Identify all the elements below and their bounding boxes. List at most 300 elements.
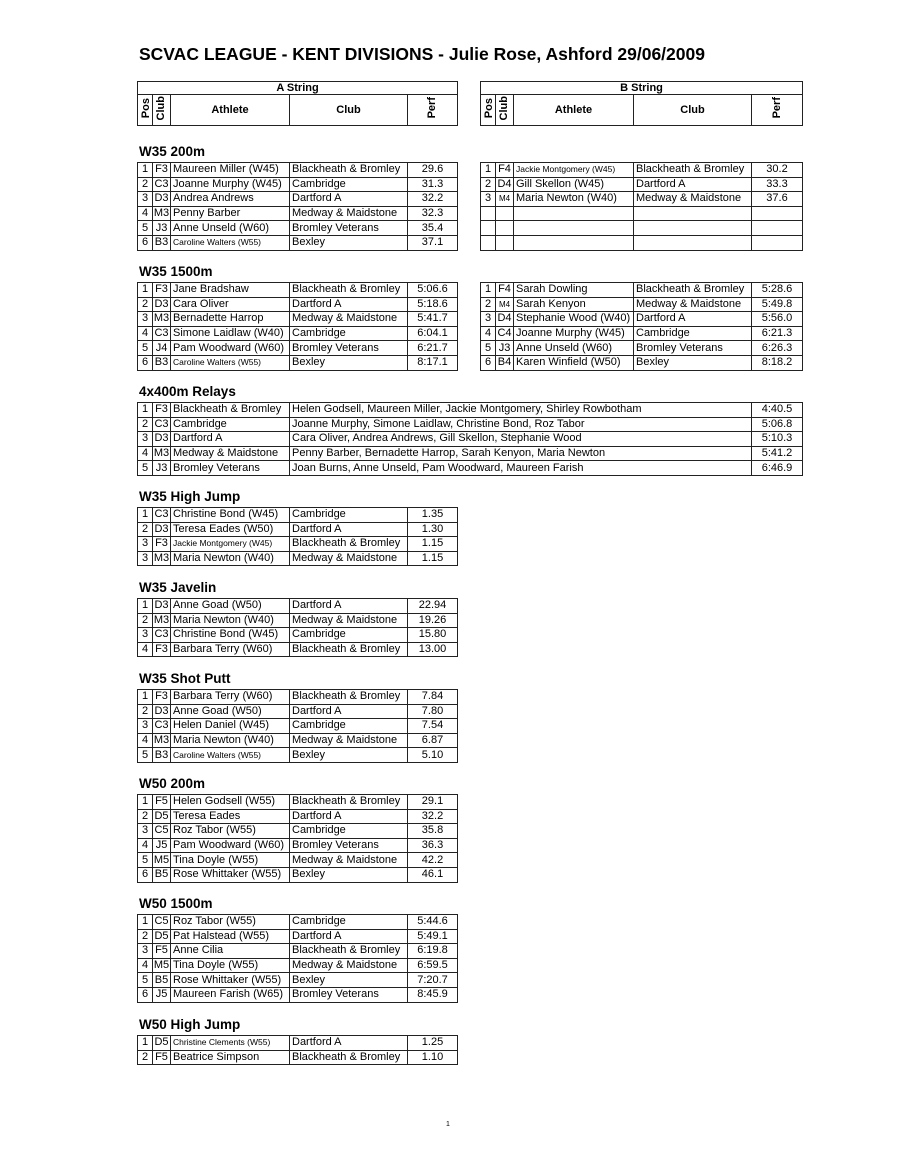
table-row [138, 599, 458, 614]
club-code-cell: J3 [153, 461, 171, 476]
athlete-cell: Maria Newton (W40) [171, 613, 290, 628]
club-code-cell: C4 [497, 327, 512, 340]
position-cell: 2 [138, 613, 153, 628]
table-row [138, 824, 458, 839]
table-row [138, 704, 458, 719]
event-title-w35-200m: W35 200m [139, 144, 206, 159]
table-row [138, 915, 458, 930]
club-cell: Cambridge [290, 508, 408, 523]
position-cell: 3 [138, 432, 153, 447]
performance-cell: 1.25 [408, 1036, 458, 1051]
club-code-cell: J4 [153, 341, 171, 356]
athlete-cell: Anne Cilia [171, 944, 290, 959]
club-cell: Medway & Maidstone [290, 733, 408, 748]
position-cell: 1 [138, 795, 153, 810]
club-code-cell: J5 [153, 838, 171, 853]
club-code-cell: D3 [154, 297, 169, 310]
position-cell: 3 [138, 824, 153, 839]
position-cell: 4 [138, 206, 153, 221]
position-cell: 2 [138, 297, 153, 312]
club-code-cell: F3 [153, 163, 171, 178]
club-code-cell: M4 [496, 192, 514, 207]
club-cell: Blackheath & Bromley [290, 1050, 408, 1065]
table-row [138, 551, 458, 566]
performance-cell: 6:26.3 [752, 341, 803, 356]
club-code-cell [496, 206, 514, 221]
club-cell: Medway & Maidstone [290, 206, 408, 221]
table-row [138, 1050, 458, 1065]
event-title-w50-1500m: W50 1500m [139, 896, 213, 911]
position-cell: 5 [138, 341, 153, 356]
performance-cell: 32.2 [408, 809, 458, 824]
table-row [481, 312, 803, 327]
position-cell: 4 [138, 733, 153, 748]
club-code-cell: D3 [154, 599, 169, 612]
club-cell: Blackheath & Bromley [290, 795, 408, 810]
club-cell: Bexley [290, 867, 408, 882]
performance-cell [752, 235, 803, 250]
club-code-cell: C3 [154, 628, 169, 641]
club-code-cell: F3 [153, 283, 171, 298]
club-cell: Dartford A [171, 432, 290, 447]
club-cell: Blackheath & Bromley [290, 642, 408, 657]
club-cell: Cambridge [171, 417, 290, 432]
club-code-cell: D3 [154, 432, 169, 445]
results-w35-shot-putt [137, 689, 458, 763]
performance-cell: 6:59.5 [408, 958, 458, 973]
athlete-cell: Helen Godsell (W55) [171, 795, 290, 810]
table-row [138, 809, 458, 824]
athlete-cell: Sarah Kenyon [514, 297, 634, 312]
club-code-cell: B3 [153, 235, 171, 250]
club-cell: Blackheath & Bromley [290, 944, 408, 959]
performance-cell: 1.10 [408, 1050, 458, 1065]
club-cell: Blackheath & Bromley [171, 403, 290, 418]
table-row [138, 522, 458, 537]
table-row [138, 508, 458, 523]
results-w50-200m [137, 794, 458, 883]
athlete-cell: Jackie Montgomery (W45) [171, 537, 290, 552]
table-row [138, 355, 458, 370]
position-cell: 1 [138, 690, 153, 705]
club-code-cell: J3 [496, 341, 514, 356]
table-row [138, 719, 458, 734]
table-row [481, 221, 803, 236]
performance-cell: 4:40.5 [752, 403, 803, 418]
performance-cell [752, 206, 803, 221]
club-cell: Cambridge [290, 915, 408, 930]
club-code-cell: M3 [153, 312, 170, 325]
performance-cell: 5:06.6 [408, 283, 458, 298]
performance-cell: 5:56.0 [752, 312, 803, 327]
performance-cell: 6:21.7 [408, 341, 458, 356]
results-w35-javelin [137, 598, 458, 657]
club-cell: Bromley Veterans [290, 341, 408, 356]
position-cell: 5 [138, 853, 153, 868]
table-row [481, 297, 803, 312]
results-w35-200m-a [137, 162, 458, 251]
performance-cell: 6.87 [408, 733, 458, 748]
page-number: 1 [446, 1121, 450, 1128]
club-code-cell: F3 [153, 403, 171, 418]
table-row [138, 537, 458, 552]
position-cell: 4 [138, 446, 153, 461]
performance-cell: 30.2 [752, 163, 803, 178]
b-string-label: B String [481, 82, 803, 95]
performance-cell [752, 221, 803, 236]
athlete-cell: Caroline Walters (W55) [171, 235, 290, 250]
position-cell: 5 [138, 748, 153, 763]
club-code-cell [496, 221, 514, 236]
athlete-cell: Tina Doyle (W55) [171, 958, 290, 973]
club-header: Club [290, 95, 408, 126]
table-row [481, 235, 803, 250]
club-code-cell: D3 [154, 704, 169, 717]
performance-cell: 5:49.8 [752, 297, 803, 312]
club-cell: Bromley Veterans [290, 838, 408, 853]
club-code-cell: B5 [153, 867, 171, 882]
athlete-cell: Rose Whittaker (W55) [171, 973, 290, 988]
club-cell: Dartford A [290, 704, 408, 719]
athlete-cell: Maria Newton (W40) [171, 551, 290, 566]
performance-cell: 1.15 [408, 551, 458, 566]
position-cell: 1 [138, 508, 153, 523]
club-code-cell: B3 [153, 355, 171, 370]
club-cell: Dartford A [290, 599, 408, 614]
athlete-cell: Rose Whittaker (W55) [171, 867, 290, 882]
table-row [138, 163, 458, 178]
document-title: SCVAC LEAGUE - KENT DIVISIONS - Julie Rose, Ashford 29/06/2009 [139, 44, 705, 64]
performance-cell: 32.3 [408, 206, 458, 221]
athlete-cell: Anne Unseld (W60) [171, 221, 290, 236]
position-cell: 1 [481, 283, 496, 298]
position-cell: 6 [138, 355, 153, 370]
table-row [138, 642, 458, 657]
position-cell: 6 [138, 987, 153, 1002]
a-string-label: A String [138, 82, 458, 95]
performance-cell: 6:19.8 [408, 944, 458, 959]
performance-cell: 37.1 [408, 235, 458, 250]
athlete-cell: Cara Oliver [171, 297, 290, 312]
results-w35-high-jump [137, 507, 458, 566]
position-cell: 3 [138, 628, 153, 643]
table-row [138, 446, 803, 461]
position-cell: 3 [481, 192, 496, 207]
club-code-cell: F3 [153, 642, 171, 657]
position-cell: 3 [138, 192, 153, 207]
club-code-cell [496, 235, 514, 250]
position-cell: 2 [138, 1050, 153, 1065]
event-title-w35-high-jump: W35 High Jump [139, 489, 241, 504]
table-row [138, 432, 803, 447]
table-row [138, 417, 803, 432]
club-code-cell: D5 [154, 1036, 169, 1049]
athlete-cell [514, 221, 634, 236]
table-row [481, 177, 803, 192]
athlete-cell: Teresa Eades (W50) [171, 522, 290, 537]
club-code-cell: C5 [154, 824, 169, 837]
table-row [138, 235, 458, 250]
table-row [138, 748, 458, 763]
performance-cell: 7.54 [408, 719, 458, 734]
table-row [138, 192, 458, 207]
performance-cell: 1.35 [408, 508, 458, 523]
athlete-cell: Christine Bond (W45) [171, 508, 290, 523]
results-w50-1500m [137, 914, 458, 1003]
club-code-cell: J3 [153, 221, 171, 236]
position-cell: 2 [138, 417, 153, 432]
club-code-cell: M3 [153, 447, 170, 460]
position-cell: 3 [138, 312, 153, 327]
club-code-cell: F4 [496, 283, 514, 298]
club-code-cell: M5 [153, 959, 170, 972]
athlete-cell: Maria Newton (W40) [514, 192, 634, 207]
club-cell [634, 235, 752, 250]
table-row [481, 192, 803, 207]
position-cell: 4 [138, 642, 153, 657]
athlete-cell: Karen Winfield (W50) [514, 355, 634, 370]
club-header: Club [634, 95, 752, 126]
athlete-cell: Maureen Farish (W65) [171, 987, 290, 1002]
performance-cell: 31.3 [408, 177, 458, 192]
club-cell: Medway & Maidstone [290, 958, 408, 973]
athlete-cell: Helen Daniel (W45) [171, 719, 290, 734]
performance-cell: 15.80 [408, 628, 458, 643]
pos-header: Pos [481, 95, 496, 126]
club-cell: Dartford A [290, 809, 408, 824]
club-cell: Bexley [290, 235, 408, 250]
club-cell: Blackheath & Bromley [634, 163, 752, 178]
club-code-cell: B3 [153, 748, 171, 763]
club-code-cell: F5 [153, 795, 171, 810]
team-members-cell: Joanne Murphy, Simone Laidlaw, Christine Bond, Roz Tabor [290, 417, 752, 432]
table-row [138, 403, 803, 418]
athlete-cell: Pam Woodward (W60) [171, 341, 290, 356]
club-cell: Blackheath & Bromley [634, 283, 752, 298]
club-code-cell: D4 [497, 177, 512, 190]
club-cell: Bexley [290, 973, 408, 988]
club-code-cell: C3 [154, 417, 169, 430]
athlete-cell: Maureen Miller (W45) [171, 163, 290, 178]
position-cell: 5 [138, 461, 153, 476]
athlete-cell: Christine Bond (W45) [171, 628, 290, 643]
position-cell: 3 [138, 537, 153, 552]
position-cell: 5 [481, 341, 496, 356]
event-title-w50-high-jump: W50 High Jump [139, 1017, 241, 1032]
performance-cell: 7:20.7 [408, 973, 458, 988]
athlete-cell: Simone Laidlaw (W40) [171, 326, 290, 341]
position-cell: 4 [481, 326, 496, 341]
table-row [138, 690, 458, 705]
performance-cell: 5:06.8 [752, 417, 803, 432]
position-cell: 3 [138, 944, 153, 959]
club-cell: Dartford A [290, 297, 408, 312]
athlete-cell: Penny Barber [171, 206, 290, 221]
table-row [138, 867, 458, 882]
club-cell: Cambridge [290, 719, 408, 734]
athlete-header: Athlete [171, 95, 290, 126]
performance-cell: 22.94 [408, 599, 458, 614]
table-row [138, 283, 458, 298]
performance-cell: 46.1 [408, 867, 458, 882]
athlete-cell: Barbara Terry (W60) [171, 690, 290, 705]
club-cell: Blackheath & Bromley [290, 283, 408, 298]
position-cell: 4 [138, 326, 153, 341]
club-code-cell: B4 [496, 355, 514, 370]
position-cell: 1 [138, 163, 153, 178]
header-table-b [480, 81, 803, 126]
position-cell: 1 [138, 1036, 153, 1051]
club-cell: Medway & Maidstone [634, 297, 752, 312]
club-cell [634, 221, 752, 236]
athlete-cell: Stephanie Wood (W40) [514, 312, 634, 327]
performance-cell: 6:04.1 [408, 326, 458, 341]
athlete-cell: Beatrice Simpson [171, 1050, 290, 1065]
athlete-cell: Tina Doyle (W55) [171, 853, 290, 868]
athlete-cell: Anne Goad (W50) [171, 704, 290, 719]
table-row [138, 206, 458, 221]
club-code-cell: C3 [154, 719, 169, 732]
club-code-cell: J5 [153, 987, 171, 1002]
club-code-cell: F5 [153, 944, 171, 959]
athlete-cell: Roz Tabor (W55) [171, 915, 290, 930]
performance-cell: 8:45.9 [408, 987, 458, 1002]
perf-header: Perf [752, 95, 803, 126]
position-cell: 2 [138, 929, 153, 944]
table-row [138, 853, 458, 868]
athlete-cell: Sarah Dowling [514, 283, 634, 298]
club-cell: Bromley Veterans [290, 987, 408, 1002]
athlete-cell: Joanne Murphy (W45) [514, 326, 634, 341]
club-code-cell: F3 [153, 537, 171, 552]
club-code-cell: M4 [496, 297, 514, 312]
header-table-a [137, 81, 458, 126]
club-code-cell: D5 [154, 809, 169, 822]
position-cell [481, 206, 496, 221]
position-cell: 3 [138, 719, 153, 734]
performance-cell: 5:28.6 [752, 283, 803, 298]
performance-cell: 8:18.2 [752, 355, 803, 370]
athlete-cell: Caroline Walters (W55) [171, 355, 290, 370]
event-title-w35-shot-putt: W35 Shot Putt [139, 671, 231, 686]
table-row [138, 628, 458, 643]
club-code-header: Club [496, 95, 514, 126]
athlete-cell: Barbara Terry (W60) [171, 642, 290, 657]
position-cell: 3 [481, 312, 496, 327]
table-row [481, 326, 803, 341]
club-cell: Bromley Veterans [290, 221, 408, 236]
club-code-header: Club [153, 95, 171, 126]
table-row [138, 929, 458, 944]
club-cell: Bexley [290, 355, 408, 370]
table-row [138, 838, 458, 853]
club-cell: Dartford A [290, 522, 408, 537]
club-code-cell: F5 [153, 1050, 171, 1065]
position-cell [481, 235, 496, 250]
results-w50-high-jump [137, 1035, 458, 1065]
club-cell: Bromley Veterans [634, 341, 752, 356]
performance-cell: 6:46.9 [752, 461, 803, 476]
club-cell: Blackheath & Bromley [290, 163, 408, 178]
table-row [138, 312, 458, 327]
position-cell: 6 [138, 867, 153, 882]
club-code-cell: D3 [154, 522, 169, 535]
position-cell: 4 [138, 958, 153, 973]
table-row [481, 341, 803, 356]
club-cell: Medway & Maidstone [290, 853, 408, 868]
position-cell: 6 [481, 355, 496, 370]
club-code-cell: F3 [153, 690, 171, 705]
position-cell: 2 [481, 297, 496, 312]
perf-header: Perf [408, 95, 458, 126]
club-cell: Medway & Maidstone [634, 192, 752, 207]
table-row [138, 795, 458, 810]
table-row [138, 987, 458, 1002]
club-code-cell: D4 [497, 312, 512, 325]
position-cell: 5 [138, 221, 153, 236]
performance-cell: 1.15 [408, 537, 458, 552]
performance-cell: 8:17.1 [408, 355, 458, 370]
performance-cell: 29.6 [408, 163, 458, 178]
results-w35-1500m-b [480, 282, 803, 371]
results-w35-1500m-a [137, 282, 458, 371]
event-title-w50-200m: W50 200m [139, 776, 206, 791]
performance-cell: 1.30 [408, 522, 458, 537]
club-code-cell: M3 [153, 552, 170, 565]
position-cell: 6 [138, 235, 153, 250]
club-cell: Medway & Maidstone [290, 613, 408, 628]
table-row [481, 206, 803, 221]
table-row [138, 1036, 458, 1051]
table-row [138, 944, 458, 959]
club-code-cell: M3 [153, 734, 170, 747]
performance-cell: 7.84 [408, 690, 458, 705]
performance-cell: 5:18.6 [408, 297, 458, 312]
table-row [481, 283, 803, 298]
club-cell: Dartford A [290, 1036, 408, 1051]
club-code-cell: M3 [153, 613, 170, 626]
athlete-cell: Jackie Montgomery (W45) [514, 163, 634, 178]
club-cell: Medway & Maidstone [171, 446, 290, 461]
table-row [138, 958, 458, 973]
athlete-cell: Maria Newton (W40) [171, 733, 290, 748]
athlete-cell: Caroline Walters (W55) [171, 748, 290, 763]
position-cell: 2 [138, 704, 153, 719]
performance-cell: 36.3 [408, 838, 458, 853]
position-cell: 1 [481, 163, 496, 178]
position-cell: 1 [138, 283, 153, 298]
athlete-cell: Bernadette Harrop [171, 312, 290, 327]
club-cell: Dartford A [290, 929, 408, 944]
club-cell: Blackheath & Bromley [290, 690, 408, 705]
team-members-cell: Cara Oliver, Andrea Andrews, Gill Skellon, Stephanie Wood [290, 432, 752, 447]
athlete-cell: Pam Woodward (W60) [171, 838, 290, 853]
athlete-cell: Anne Goad (W50) [171, 599, 290, 614]
club-code-cell: D3 [154, 192, 169, 205]
club-code-cell: D5 [154, 929, 169, 942]
club-code-cell: M5 [153, 853, 170, 866]
athlete-cell: Jane Bradshaw [171, 283, 290, 298]
position-cell: 2 [138, 522, 153, 537]
club-cell: Dartford A [634, 177, 752, 192]
club-code-cell: C5 [154, 915, 169, 928]
performance-cell: 5:49.1 [408, 929, 458, 944]
club-cell [634, 206, 752, 221]
athlete-cell: Christine Clements (W55) [171, 1036, 290, 1051]
position-cell [481, 221, 496, 236]
club-cell: Medway & Maidstone [290, 551, 408, 566]
athlete-header: Athlete [514, 95, 634, 126]
